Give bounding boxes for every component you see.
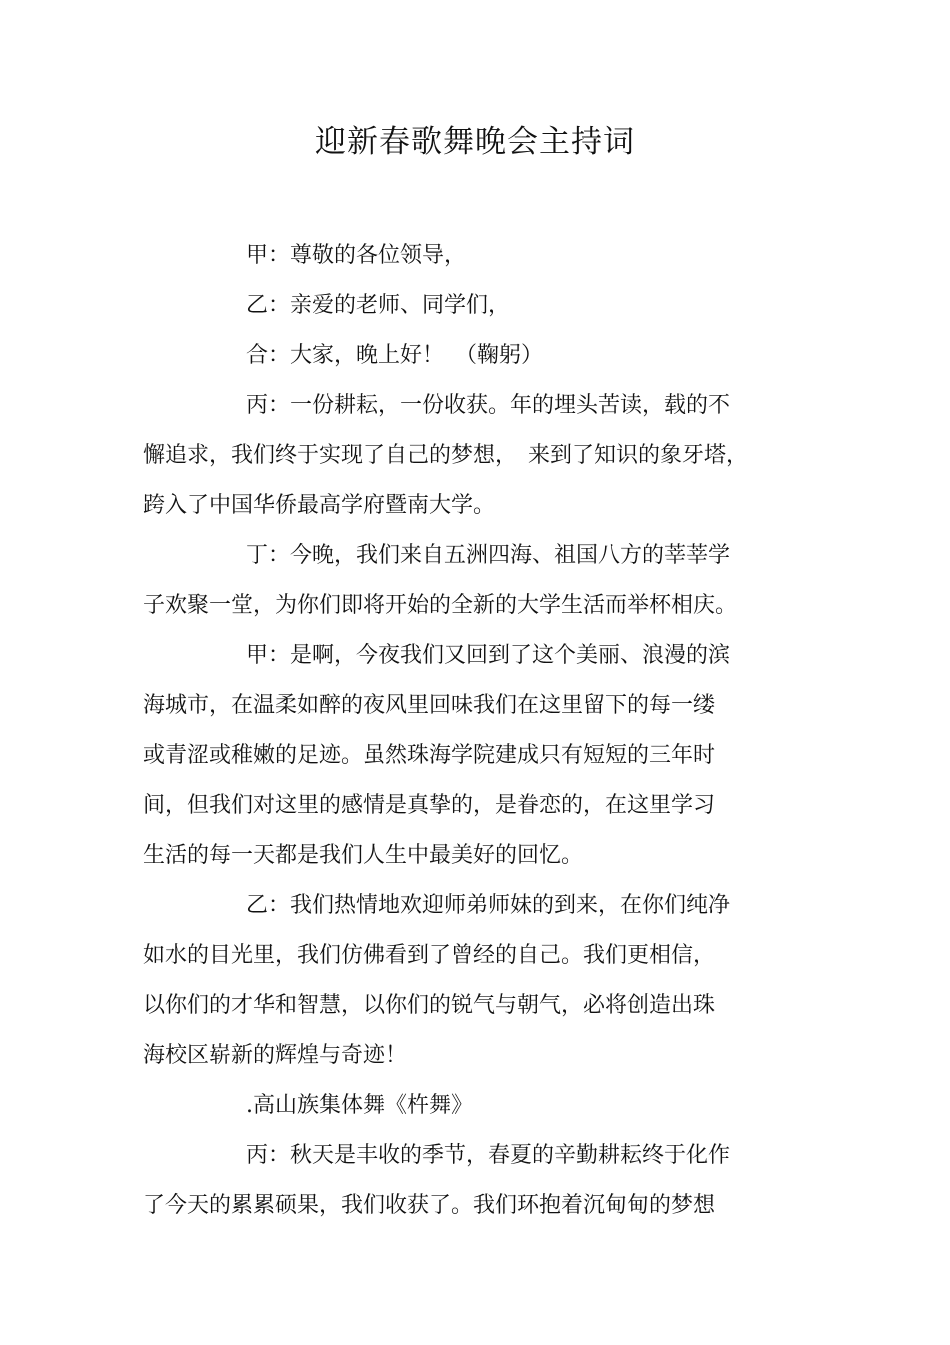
- paragraph-line: 甲：尊敬的各位领导，: [246, 243, 467, 268]
- paragraph-line: 海城市，在温柔如醉的夜风里回味我们在这里留下的每一缕: [143, 693, 716, 718]
- paragraph-line: 丁：今晚，我们来自五洲四海、祖国八方的莘莘学: [246, 543, 731, 568]
- paragraph-line: 甲：是啊，今夜我们又回到了这个美丽、浪漫的滨: [246, 643, 731, 668]
- paragraph-line: 跨入了中国华侨最高学府暨南大学。: [143, 493, 496, 518]
- paragraph-line: 了今天的累累硕果，我们收获了。我们环抱着沉甸甸的梦想: [143, 1193, 716, 1218]
- paragraph-line: 子欢聚一堂，为你们即将开始的全新的大学生活而举杯相庆。: [143, 593, 738, 618]
- paragraph-line: 间，但我们对这里的感情是真挚的，是眷恋的，在这里学习: [143, 793, 716, 818]
- program-item: .高山族集体舞《杵舞》: [246, 1093, 473, 1118]
- paragraph-line: 丙：一份耕耘，一份收获。年的埋头苦读，载的不: [246, 393, 731, 418]
- paragraph-line: 或青涩或稚嫩的足迹。虽然珠海学院建成只有短短的三年时: [143, 743, 716, 768]
- paragraph-line: 合：大家，晚上好！ （鞠躬）: [246, 343, 544, 368]
- paragraph-line: 懈追求，我们终于实现了自己的梦想， 来到了知识的象牙塔，: [143, 443, 749, 468]
- paragraph-line: 以你们的才华和智慧，以你们的锐气与朝气，必将创造出珠: [143, 993, 716, 1018]
- paragraph-line: 如水的目光里，我们仿佛看到了曾经的自己。我们更相信，: [143, 943, 716, 968]
- paragraph-line: 乙：我们热情地欢迎师弟师妹的到来，在你们纯净: [246, 893, 731, 918]
- paragraph-line: 海校区崭新的辉煌与奇迹！: [143, 1043, 408, 1068]
- document-title: 迎新春歌舞晚会主持词: [315, 124, 635, 160]
- paragraph-line: 生活的每一天都是我们人生中最美好的回忆。: [143, 843, 584, 868]
- paragraph-line: 乙：亲爱的老师、同学们，: [246, 293, 511, 318]
- paragraph-line: 丙：秋天是丰收的季节，春夏的辛勤耕耘终于化作: [246, 1143, 731, 1168]
